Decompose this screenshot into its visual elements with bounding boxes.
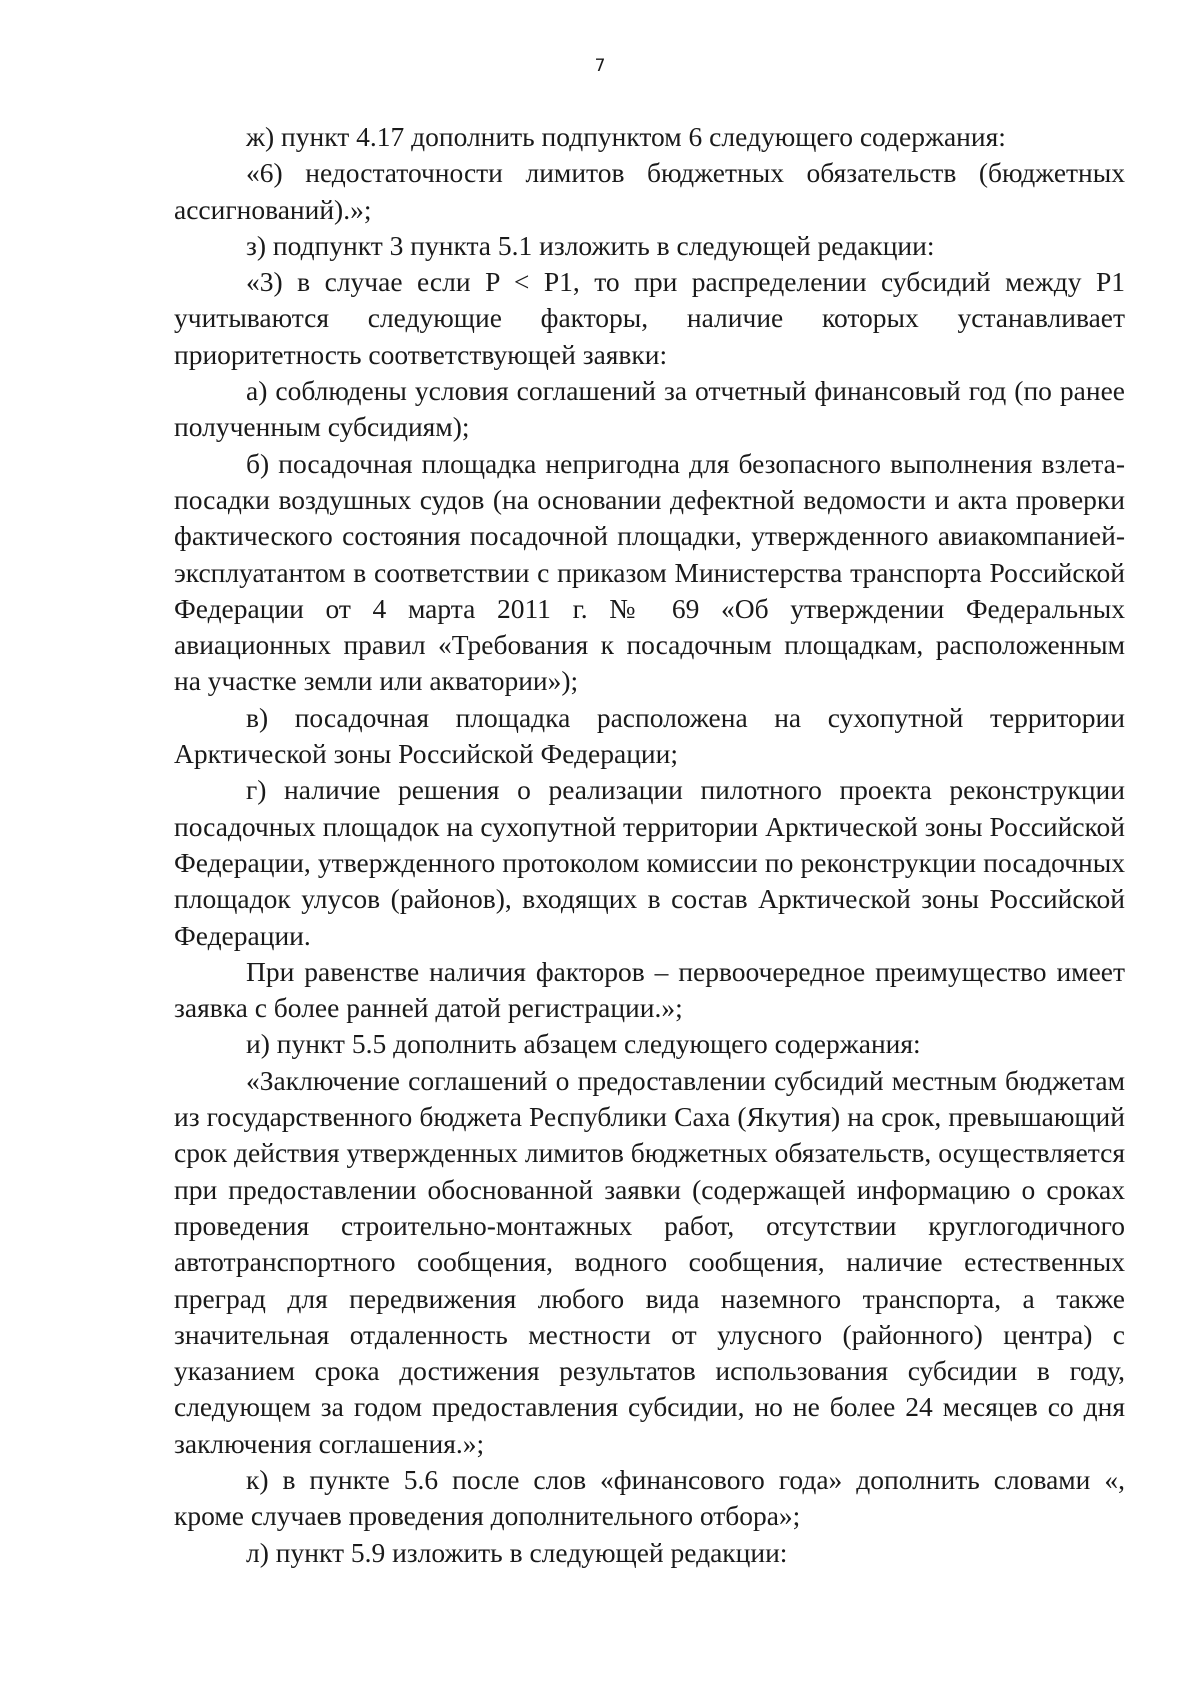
paragraph-subitem-3-text: «3) в случае если P < P1, то при распределении субсидий между P1 учитываются следующие факторы, наличие которых устанавливает приоритетность соответствующей заявки: — [174, 266, 1125, 370]
paragraph-amendment-i: и) пункт 5.5 дополнить абзацем следующего содержания: — [246, 1028, 921, 1060]
paragraph-agreement-text: «Заключение соглашений о предоставлении субсидий местным бюджетам из государственного бюджета Республики Саха (Якутия) на срок, превышающий срок действия утвержденных лимитов бюджетных обязательств, осуществляется при предоставлении обоснованной заявки (содержащей информацию о сроках проведения строительно-монтажных работ, отсутствии круглогодичного автотранспортного сообщения, водного сообщения, наличие естественных преград для передвижения любого вида наземного транспорта, а также значительная отдаленность местности от улусного (районного) центра) с указанием срока достижения результатов использования субсидии в году, следующем за годом предоставления субсидии, но не более 24 месяцев со дня заключения соглашения.»; — [174, 1064, 1125, 1459]
document-body — [174, 119, 1125, 1571]
paragraph-amendment-k: к) в пункте 5.6 после слов «финансового года» дополнить словами «, кроме случаев проведения дополнительного отбора»; — [174, 1463, 1125, 1532]
paragraph-equal-factors: При равенстве наличия факторов – первоочередное преимущество имеет заявка с более ранней датой регистрации.»; — [174, 955, 1125, 1024]
paragraph-amendment-zh: ж) пункт 4.17 дополнить подпунктом 6 следующего содержания: — [246, 121, 1006, 152]
paragraph-amendment-z: з) подпункт 3 пункта 5.1 изложить в следующей редакции: — [246, 229, 935, 261]
paragraph-amendment-l: л) пункт 5.9 изложить в следующей редакции: — [246, 1536, 788, 1568]
paragraph-factor-g: г) наличие решения о реализации пилотного проекта реконструкции посадочных площадок на сухопутной территории Арктической зоны Российской Федерации, утвержденного протоколом комиссии по реконструкции посадочных площадок улусов (районов), входящих в состав Арктической зоны Российской Федерации. — [174, 774, 1125, 951]
paragraph-subitem-6-text: «6) недостаточности лимитов бюджетных обязательств (бюджетных ассигнований).»; — [174, 157, 1125, 225]
page-number: 7 — [594, 56, 606, 76]
paragraph-factor-v: в) посадочная площадка расположена на сухопутной территории Арктической зоны Российской Федерации; — [174, 701, 1125, 770]
paragraph-factor-b: б) посадочная площадка непригодна для безопасного выполнения взлета-посадки воздушных судов (на основании дефектной ведомости и акта проверки фактического состояния посадочной площадки, утвержденного авиакомпанией-эксплуатантом в соответствии с приказом Министерства транспорта Российской Федерации от 4 марта 2011 г. № 69 «Об утверждении Федеральных авиационных правил «Требования к посадочным площадкам, расположенным на участке земли или акватории»); — [174, 447, 1125, 697]
paragraph-factor-a: а) соблюдены условия соглашений за отчетный финансовый год (по ранее полученным субсидиям); — [174, 375, 1125, 443]
